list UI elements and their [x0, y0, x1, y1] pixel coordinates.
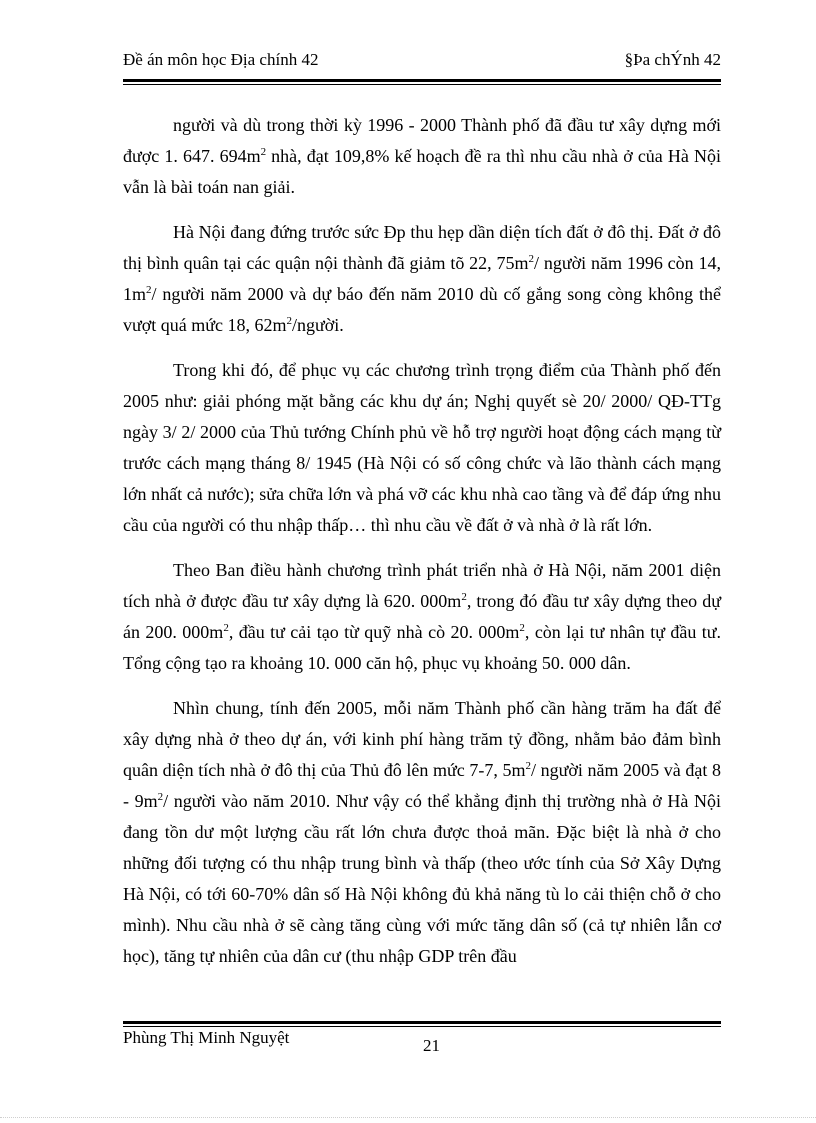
footer-rule [123, 1021, 721, 1024]
body-paragraph [123, 693, 721, 972]
superscript: 2 [157, 791, 164, 803]
page-edge-dots [0, 1117, 816, 1118]
footer-author: Phùng Thị Minh Nguyệt [123, 1028, 290, 1047]
body-text [123, 110, 721, 986]
body-paragraph [123, 355, 721, 541]
superscript: 2 [146, 284, 152, 296]
header-title: Đề án môn học Địa chính 42 [123, 50, 319, 69]
text-run: Theo Ban điều hành chương trình phát triển nhà ở Hà Nội, năm 2001 diện tích nhà ở được đầu tư xây dựng là 620. 000m [123, 560, 721, 611]
text-run: nhà, đạt 109,8% kế hoạch đề ra thì nhu cầu nhà ở của Hà Nội vẫn là bài toán nan giải. [123, 146, 721, 197]
page-header [123, 50, 721, 76]
text-run: / người năm 1996 còn 14, 1m [123, 253, 721, 304]
superscript: 2 [260, 146, 267, 158]
superscript: 2 [528, 253, 535, 265]
superscript: 2 [223, 622, 229, 634]
text-run: Trong khi đó, để phục vụ các chương trình trọng điểm của Thành phố đến 2005 như: giải phóng mặt bằng các khu dự án; Nghị quyết sè 20/ 2000/ QĐ-TTg ngày 3/ 2/ 2000 của Thủ tướng Chính phủ về hỗ trợ người hoạt động cách mạng từ trước cách mạng tháng 8/ 1945 (Hà Nội có số công chức và lão thành cách mạng lớn nhất cả nước); sửa chữa lớn và phá vỡ các khu nhà cao tầng và để đáp ứng nhu cầu của người có thu nhập thấp… thì nhu cầu về đất ở và nhà ở là rất lớn. [123, 360, 721, 535]
superscript: 2 [461, 591, 467, 603]
body-paragraph [123, 217, 721, 341]
superscript: 2 [525, 760, 531, 772]
text-run: , còn lại tư nhân tự đầu tư. Tổng cộng tạo ra khoảng 10. 000 căn hộ, phục vụ khoảng 50. 000 dân. [123, 622, 722, 673]
text-run: / người vào năm 2010. Như vậy có thể khẳng định thị trường nhà ở Hà Nội đang tồn dư một lượng cầu rất lớn chưa được thoả mãn. Đặc biệt là nhà ở cho những đối tượng có thu nhập trung bình và thấp (theo ước tính của Sở Xây Dựng Hà Nội, có tới 60-70% dân số Hà Nội không đủ khả năng tù lo cải thiện chỗ ở cho mình). Nhu cầu nhà ở sẽ càng tăng cùng với mức tăng dân số (cả tự nhiên lẫn cơ học), tăng tự nhiên của dân cư (thu nhập GDP trên đầu [123, 791, 721, 966]
superscript: 2 [519, 622, 525, 634]
header-rule [123, 79, 721, 82]
body-paragraph [123, 555, 721, 679]
text-run: / người năm 2000 và dự báo đến năm 2010 dù cố gắng song còng không thể vượt quá mức 18, 62m [123, 284, 721, 335]
text-run: Nhìn chung, tính đến 2005, mỗi năm Thành phố cần hàng trăm ha đất để xây dựng nhà ở theo dự án, với kinh phí hàng trăm tỷ đồng, nhằm bảo đảm bình quân diện tích nhà ở đô thị của Thủ đô lên mức 7-7, 5m [123, 698, 721, 780]
header-rule-thin [123, 84, 721, 85]
text-run: , trong đó đầu tư xây dựng theo dự án 200. 000m [123, 591, 721, 642]
text-run: / người năm 2005 và đạt 8 - 9m [123, 760, 721, 811]
superscript: 2 [286, 315, 293, 327]
text-run: /người. [292, 315, 344, 335]
footer-rule-thin [123, 1026, 721, 1027]
text-run: Hà Nội đang đứng trước sức Ðp thu hẹp dần diện tích đất ở đô thị. Đất ở đô thị bình quân tại các quận nội thành đã giảm tõ 22, 75m [123, 222, 721, 273]
body-paragraph [123, 110, 721, 203]
text-run: , đầu tư cải tạo từ quỹ nhà cò 20. 000m [228, 622, 520, 642]
page-number: 21 [423, 1036, 440, 1055]
text-run: người và dù trong thời kỳ 1996 - 2000 Thành phố đã đầu tư xây dựng mới được 1. 647. 694m [123, 115, 721, 166]
header-right-text: §Þa chÝnh 42 [624, 50, 721, 69]
